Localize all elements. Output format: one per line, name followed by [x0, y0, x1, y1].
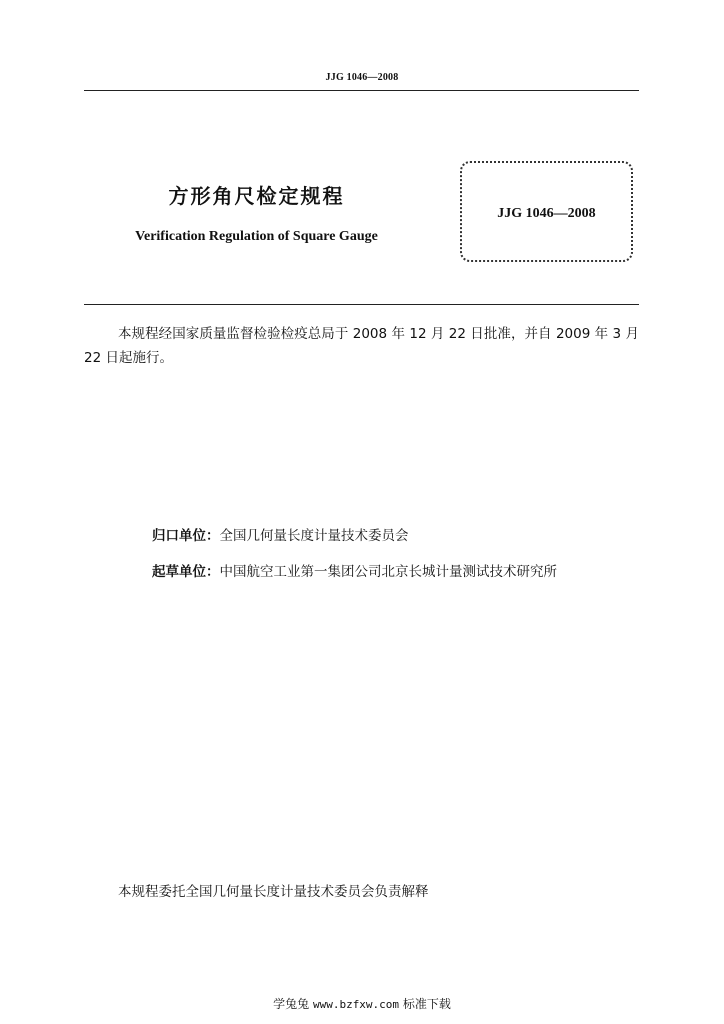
drafting-unit-line: [152, 560, 557, 580]
header-standard-code: JJG 1046—2008: [325, 72, 399, 83]
responsible-unit-value: 全国几何量长度计量技术委员会: [219, 528, 409, 544]
footer-site-link[interactable]: www.bzfxw.com: [312, 998, 400, 1011]
header-rule: [84, 90, 639, 91]
standard-code-box-text: JJG 1046—2008: [497, 206, 596, 221]
title-english: Verification Regulation of Square Gauge: [135, 229, 378, 244]
responsible-unit-label: 归口单位：: [152, 528, 220, 544]
drafting-unit-label: 起草单位：: [152, 564, 220, 580]
approval-statement: 本规程经国家质量监督检验检疫总局于 2008 年 12 月 22 日批准，并自 2009 年 3 月 22 日起施行。: [84, 326, 639, 366]
footer-suffix: 标准下载: [402, 997, 451, 1011]
responsible-unit-line: [152, 524, 409, 544]
section-rule: [84, 304, 639, 305]
footer-prefix: 学兔兔: [273, 997, 310, 1011]
footer-watermark: [0, 995, 724, 1012]
interpretation-statement: 本规程委托全国几何量长度计量技术委员会负责解释: [118, 884, 429, 900]
title-chinese: 方形角尺检定规程: [168, 184, 345, 208]
drafting-unit-value: 中国航空工业第一集团公司北京长城计量测试技术研究所: [219, 564, 557, 580]
